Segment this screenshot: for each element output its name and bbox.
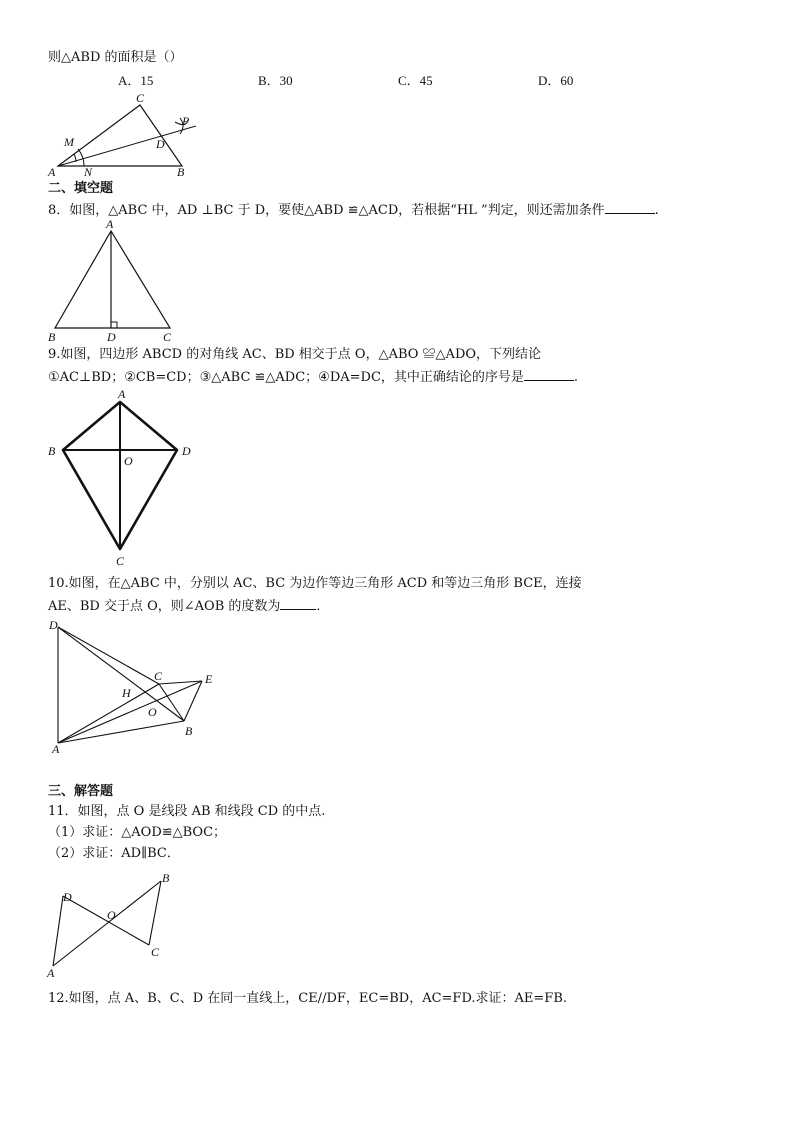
q11-line2: （1）求证：△AOD≌△BOC； — [48, 825, 227, 840]
q8-label-c: C — [163, 330, 172, 344]
q7-option-c: C．45 — [398, 73, 433, 88]
q7-option-b: B．30 — [258, 73, 293, 88]
q10-label-d: D — [49, 618, 58, 632]
q10-label-h: H — [122, 686, 131, 700]
section-heading-fill-in: 二、填空题 — [48, 181, 114, 196]
q10-tail: ． — [316, 599, 330, 614]
q11-label-o: O — [107, 908, 116, 922]
q7-option-a: A．15 — [118, 73, 154, 88]
section-heading-solve: 三、解答题 — [48, 784, 114, 799]
q7-figure — [40, 90, 210, 180]
q8-text — [48, 201, 659, 219]
q12-text: 12.如图，点 A、B、C、D 在同一直线上，CE//DF，EC=BD，AC=FD.求证：AE=FB. — [48, 991, 568, 1006]
q11-label-a: A — [47, 966, 55, 980]
q11-line3: （2）求证：AD∥BC． — [48, 846, 180, 861]
q7-label-d: D — [156, 137, 165, 151]
q7-label-p: P — [182, 114, 190, 128]
q7-option-d: D．60 — [538, 73, 574, 88]
q9-label-c: C — [116, 554, 125, 568]
q9-label-b: B — [48, 444, 56, 458]
q10-label-b: B — [185, 724, 193, 738]
q11-line1: 11．如图，点 O 是线段 AB 和线段 CD 的中点. — [48, 804, 326, 819]
q9-label-a: A — [118, 387, 126, 401]
q7-label-b: B — [177, 165, 185, 179]
q8-label-b: B — [48, 330, 56, 344]
q9-label-o: O — [124, 454, 133, 468]
q11-label-c: C — [151, 945, 160, 959]
q8-stem: 8．如图，△ABC 中，AD ⊥BC 于 D，要使△ABD ≌△ACD，若根据“HL ”判定，则还需加条件 — [48, 203, 605, 218]
q10-answer-blank[interactable] — [280, 597, 316, 610]
q7-stem: 则△ABD 的面积是（） — [48, 50, 183, 65]
q8-figure — [45, 218, 185, 348]
q10-line1: 10.如图，在△ABC 中，分别以 AC、BC 为边作等边三角形 ACD 和等边三角形 BCE，连接 — [48, 576, 582, 591]
q9-line1: 9.如图，四边形 ABCD 的对角线 AC、BD 相交于点 O，△ABO ≌△ADO，下列结论 — [48, 347, 542, 362]
q9-figure — [45, 384, 205, 569]
q7-label-n: N — [84, 165, 93, 179]
q10-line2: AE、BD 交于点 O，则∠AOB 的度数为 — [48, 599, 281, 614]
q9-label-d: D — [182, 444, 191, 458]
q8-tail: . — [654, 203, 659, 218]
q8-label-a: A — [106, 217, 114, 231]
q9-answer-blank[interactable] — [524, 368, 574, 381]
q8-label-d: D — [107, 330, 116, 344]
q7-label-c: C — [136, 91, 145, 105]
q10-label-o: O — [148, 705, 157, 719]
q10-label-c: C — [154, 669, 163, 683]
q9-line2: ①AC⊥BD；②CB=CD；③△ABC ≌△ADC；④DA=DC，其中正确结论的序号是 — [48, 370, 524, 385]
q7-label-m: M — [64, 135, 74, 149]
q11-label-b: B — [162, 871, 170, 885]
q10-line2-wrap — [48, 597, 329, 615]
q10-label-a: A — [52, 742, 60, 756]
q9-tail: . — [573, 370, 579, 385]
q10-label-e: E — [205, 672, 213, 686]
q11-label-d: D — [63, 890, 72, 904]
q10-figure — [42, 615, 232, 760]
q11-figure — [45, 868, 180, 983]
q7-label-a: A — [48, 165, 56, 179]
q8-answer-blank[interactable] — [605, 201, 655, 214]
